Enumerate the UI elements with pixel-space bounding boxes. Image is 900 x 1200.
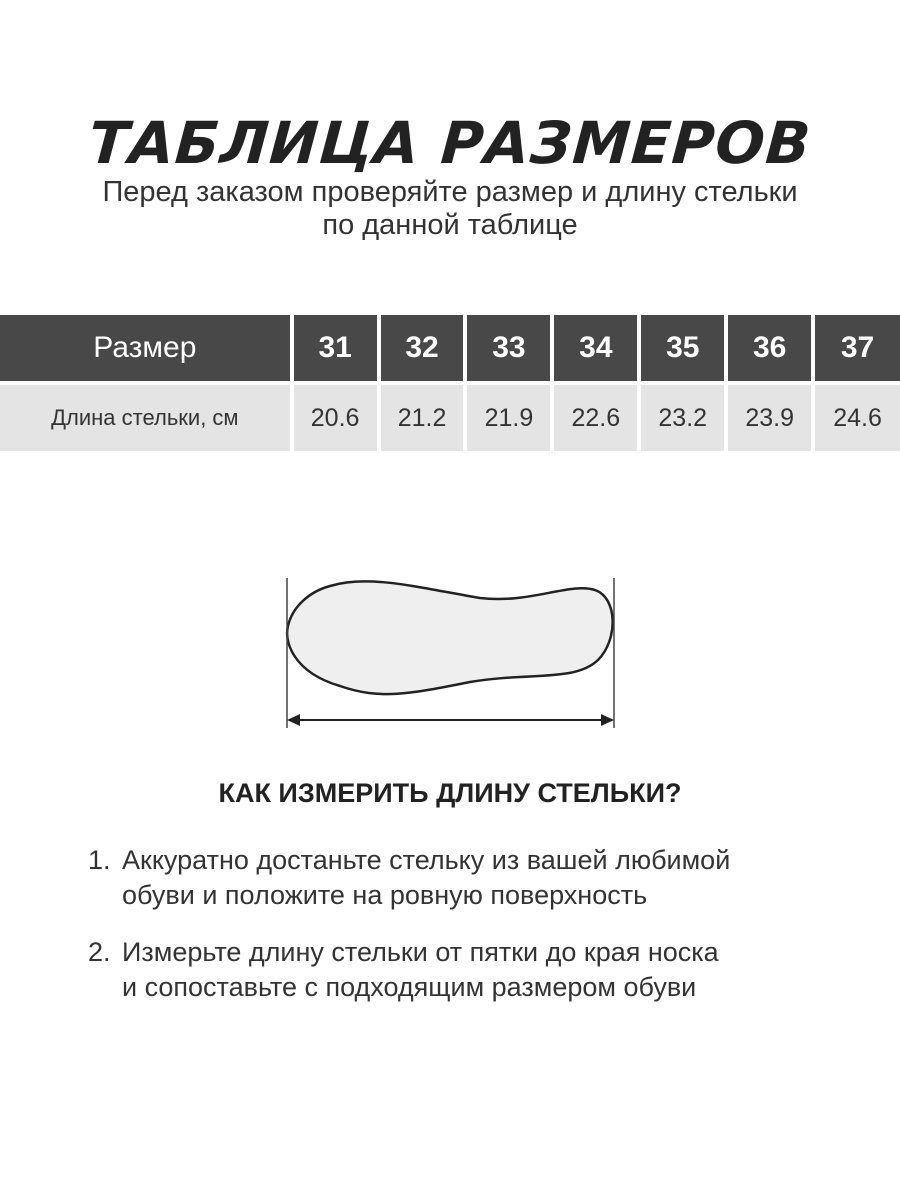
length-cell: 24.6 — [815, 385, 900, 451]
insole-diagram — [270, 560, 630, 740]
size-cell: 34 — [554, 315, 637, 381]
step-number: 1. — [88, 845, 111, 875]
arrow-right-icon — [601, 714, 614, 726]
step-text-line: Измерьте длину стельки от пятки до края носка — [122, 937, 719, 967]
instruction-step — [88, 935, 868, 1005]
arrow-left-icon — [287, 714, 300, 726]
length-cell: 21.9 — [467, 385, 550, 451]
page-title: ТАБЛИЦА РАЗМЕРОВ — [86, 109, 814, 177]
size-cell: 33 — [467, 315, 550, 381]
length-cell: 23.9 — [728, 385, 811, 451]
length-cell: 20.6 — [294, 385, 377, 451]
size-cell: 37 — [815, 315, 900, 381]
step-number: 2. — [88, 937, 111, 967]
size-cell: 35 — [641, 315, 724, 381]
size-cell: 32 — [381, 315, 464, 381]
size-table — [0, 315, 900, 451]
size-header-label: Размер — [0, 315, 290, 381]
step-text-line: Аккуратно достаньте стельку из вашей любимой — [122, 845, 731, 875]
length-row-label: Длина стельки, см — [0, 385, 290, 451]
insole-outline-icon — [287, 581, 613, 694]
instruction-step — [88, 843, 868, 913]
size-cell: 31 — [294, 315, 377, 381]
length-row — [0, 385, 900, 451]
length-cell: 21.2 — [381, 385, 464, 451]
size-header-row — [0, 315, 900, 381]
length-cell: 23.2 — [641, 385, 724, 451]
size-cell: 36 — [728, 315, 811, 381]
step-text-line: обуви и положите на ровную поверхность — [122, 880, 648, 910]
subtitle-line-1: Перед заказом проверяйте размер и длину стельки — [102, 176, 798, 208]
page-subtitle — [0, 176, 900, 242]
instructions-title: КАК ИЗМЕРИТЬ ДЛИНУ СТЕЛЬКИ? — [218, 778, 682, 808]
length-cell: 22.6 — [554, 385, 637, 451]
step-text-line: и сопоставьте с подходящим размером обуви — [122, 972, 697, 1002]
subtitle-line-2: по данной таблице — [322, 209, 578, 241]
instructions-list — [88, 843, 868, 1027]
